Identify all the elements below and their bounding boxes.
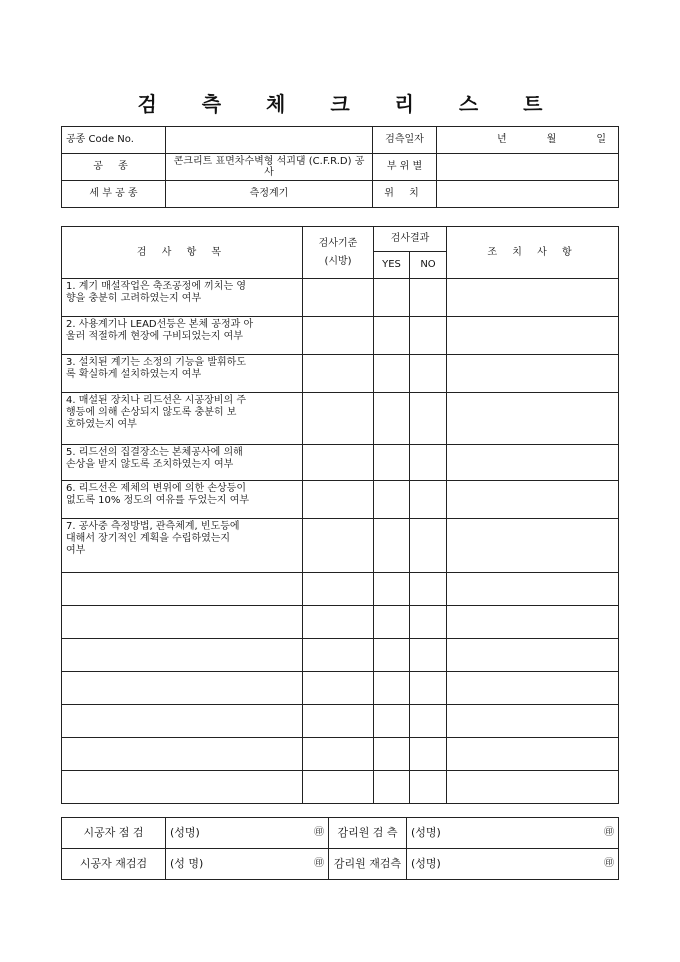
supervisor-recheck-name[interactable] [407,849,619,880]
check-action-cell[interactable] [447,317,619,355]
check-item-3: 3. 설치된 계기는 소정의 기능을 발휘하도 록 확실하게 설치하였는지 여부 [62,355,303,393]
code-value[interactable] [166,127,373,154]
empty-row [62,639,619,672]
location-value[interactable] [437,181,619,208]
name-label: (성명) [170,826,200,839]
check-no-cell[interactable] [410,481,447,519]
detail-label: 세 부 공 종 [62,181,166,208]
col-item-header: 검 사 항 목 [62,227,303,279]
part-value[interactable] [437,154,619,181]
col-standard-line1: 검사기준 [318,237,358,249]
date-value[interactable] [437,127,619,154]
check-item-4: 4. 매설된 장치나 리드선은 시공장비의 주 행등에 의해 손상되지 않도록 충분히 보 호하였는지 여부 [62,393,303,445]
check-yes-cell[interactable] [374,481,410,519]
supervisor-recheck-label: 감리원 재검측 [329,849,407,880]
date-day: 일 [596,134,606,145]
check-item-1: 1. 계기 매설작업은 축조공정에 끼치는 영 향을 충분히 고려하였는지 여부 [62,279,303,317]
check-action-cell[interactable] [447,393,619,445]
page-title: 검 측 체 크 리 스 트 [137,92,562,116]
empty-row [62,573,619,606]
supervisor-check-name[interactable] [407,818,619,849]
seal-icon: ㊞ [604,827,614,838]
check-no-cell[interactable] [410,393,447,445]
check-no-cell[interactable] [410,445,447,481]
check-item-6: 6. 리드선은 제체의 변위에 의한 손상등이 없도록 10% 정도의 여유를 두었는지 여부 [62,481,303,519]
contractor-check-name[interactable] [166,818,329,849]
check-yes-cell[interactable] [374,355,410,393]
col-standard-line2: (시방) [324,255,352,267]
code-label: 공종 Code No. [62,127,166,154]
check-yes-cell[interactable] [374,279,410,317]
signature-table [61,817,619,880]
check-standard-cell[interactable] [303,317,374,355]
check-action-cell[interactable] [447,355,619,393]
col-action-header: 조 치 사 항 [447,227,619,279]
location-label: 위 치 [373,181,437,208]
check-action-cell[interactable] [447,481,619,519]
empty-row [62,771,619,804]
check-action-cell[interactable] [447,279,619,317]
col-yes-header: YES [374,252,410,279]
contractor-recheck-label: 시공자 재검검 [62,849,166,880]
check-no-cell[interactable] [410,279,447,317]
check-standard-cell[interactable] [303,279,374,317]
empty-row [62,672,619,705]
check-no-cell[interactable] [410,355,447,393]
work-type-label: 공 종 [62,154,166,181]
check-item-2: 2. 사용계기나 LEAD선등은 본체 공정과 아 울러 적절하게 현장에 구비되었는지 여부 [62,317,303,355]
empty-row [62,738,619,771]
check-yes-cell[interactable] [374,519,410,573]
seal-icon: ㊞ [314,858,324,869]
check-standard-cell[interactable] [303,355,374,393]
col-standard-header [303,227,374,279]
contractor-check-label: 시공자 점 검 [62,818,166,849]
date-year: 년 [497,134,507,145]
checks-table [61,226,619,804]
detail-value[interactable]: 측정계기 [166,181,373,208]
check-yes-cell[interactable] [374,317,410,355]
check-item-7: 7. 공사중 측정방법, 관측체계, 빈도등에 대해서 장기적인 계획을 수립하였는지 여부 [62,519,303,573]
date-label: 검측일자 [373,127,437,154]
empty-row [62,606,619,639]
empty-row [62,705,619,738]
part-label: 부 위 별 [373,154,437,181]
name-label: (성 명) [170,857,204,870]
col-no-header: NO [410,252,447,279]
work-type-value[interactable]: 콘크리트 표면차수벽형 석괴댐 (C.F.R.D) 공사 [166,154,373,181]
name-label: (성명) [411,857,441,870]
seal-icon: ㊞ [604,858,614,869]
check-yes-cell[interactable] [374,393,410,445]
date-month: 월 [546,134,557,145]
name-label: (성명) [411,826,441,839]
check-no-cell[interactable] [410,519,447,573]
supervisor-check-label: 감리원 검 측 [329,818,407,849]
check-item-5: 5. 리드선의 집결장소는 본체공사에 의해 손상을 받지 않도록 조치하였는지 여부 [62,445,303,481]
check-standard-cell[interactable] [303,393,374,445]
check-action-cell[interactable] [447,445,619,481]
check-standard-cell[interactable] [303,519,374,573]
check-no-cell[interactable] [410,317,447,355]
col-result-header: 검사결과 [374,227,447,252]
seal-icon: ㊞ [314,827,324,838]
check-action-cell[interactable] [447,519,619,573]
header-table [61,126,619,208]
check-yes-cell[interactable] [374,445,410,481]
check-standard-cell[interactable] [303,445,374,481]
check-standard-cell[interactable] [303,481,374,519]
contractor-recheck-name[interactable] [166,849,329,880]
